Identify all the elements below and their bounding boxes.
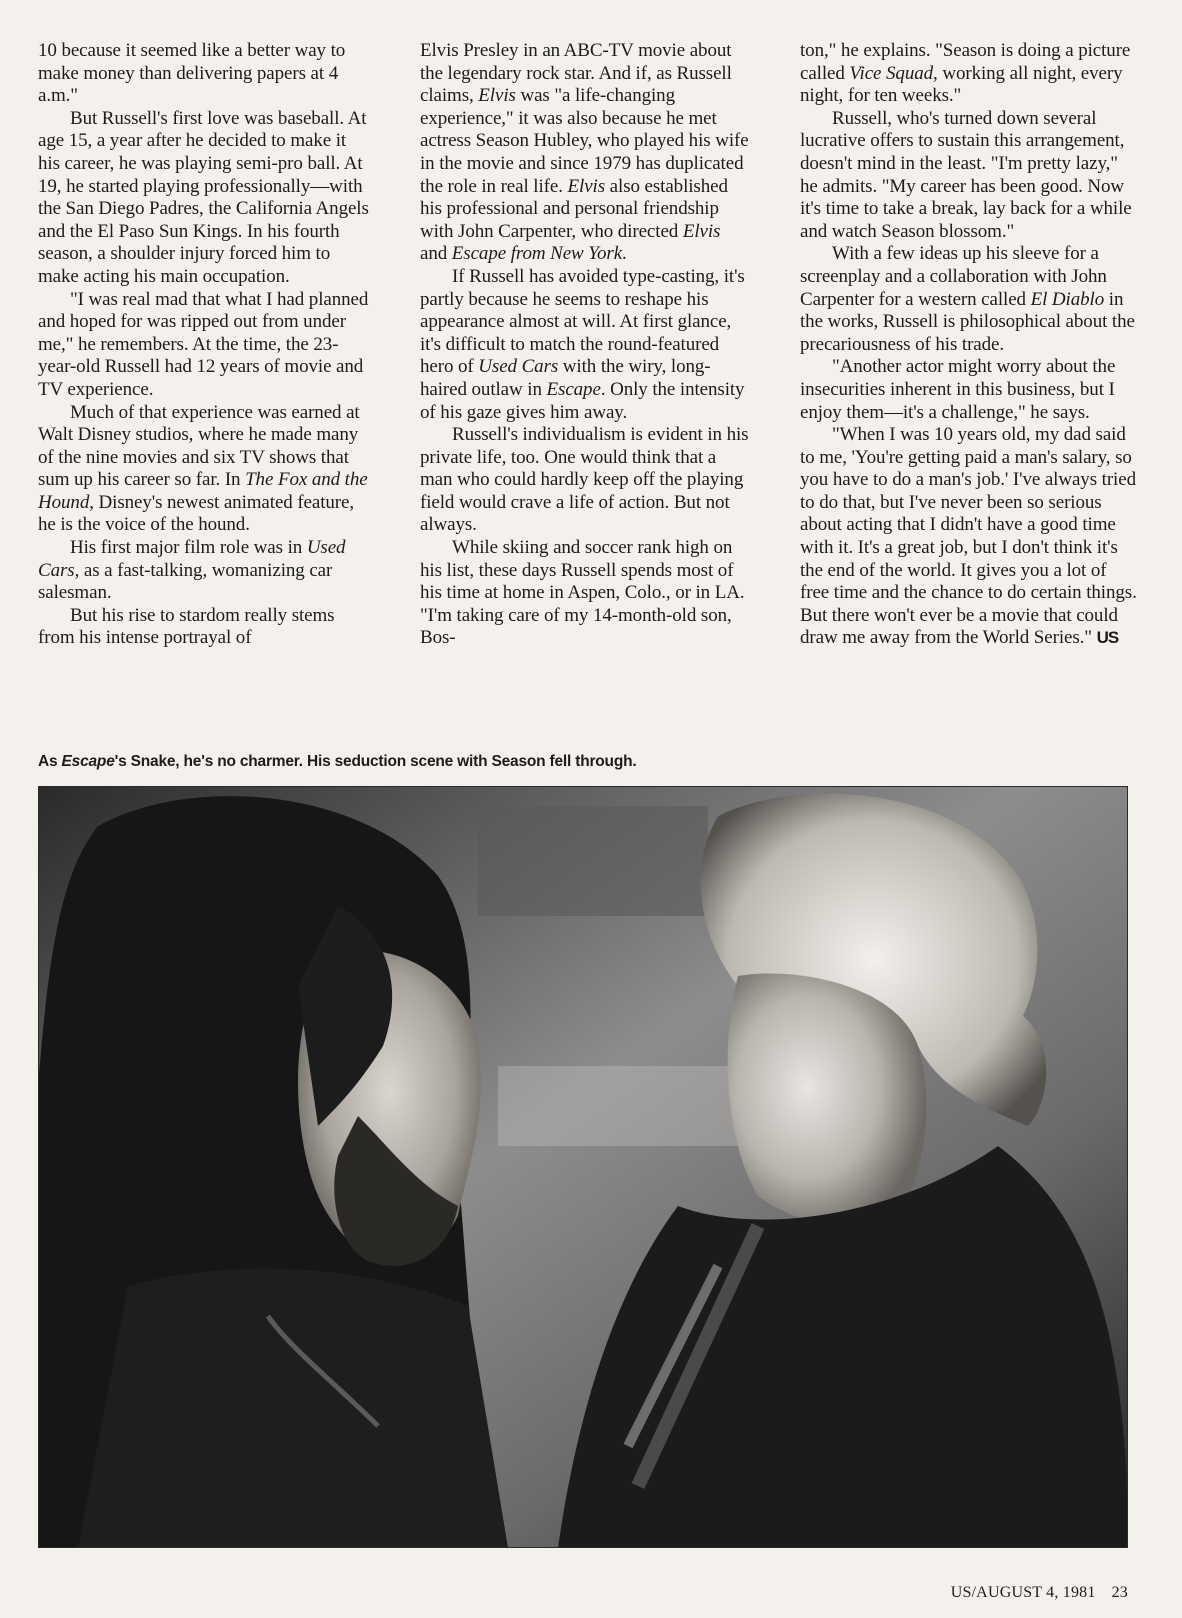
italic-text: Vice Squad,	[849, 62, 938, 84]
text-run: , as a fast-talking, womanizing car salesman.	[38, 559, 333, 604]
text-run: also established his professional and personal friendship with John Carpenter, who directed	[420, 175, 728, 242]
italic-text: El Diablo	[1030, 288, 1105, 310]
italic-text: Elvis	[567, 175, 606, 197]
italic-text: Used Cars	[478, 356, 559, 378]
paragraph	[38, 289, 370, 402]
text-run: Elvis Presley in an ABC-TV movie about the legendary rock star. And if, as Russell claims,	[420, 40, 732, 107]
text-run: Much of that experience was earned at Walt Disney studios, where he made many of the nine movies and six TV shows that sum up his career so far. In	[38, 401, 360, 491]
text-run: with the wiry, long-haired outlaw in	[420, 356, 711, 400]
paragraph	[38, 605, 370, 650]
article-column-3	[800, 40, 1140, 650]
text-run: was "a life-changing experience," it was also because he met actress Season Hubley, who played his wife in the movie and since 1979 has duplicated the role in real life.	[420, 85, 749, 197]
text-run: .	[622, 243, 627, 265]
text-run: "Another actor might worry about the insecurities inherent in this business, but I enjoy them—it's a challenge," he says.	[800, 356, 1116, 423]
text-run: . Only the intensity of his gaze gives him away.	[420, 378, 745, 423]
text-run: But his rise to stardom really stems from his intense portrayal of	[38, 604, 335, 649]
paragraph	[38, 108, 370, 289]
paragraph	[420, 266, 752, 424]
text-run: , Disney's newest animated feature, he is the voice of the hound.	[38, 491, 355, 536]
text-run: "I was real mad that what I had planned and hoped for was ripped out from under me," he remembers. At the time, the 23-year-old Russell had 12 years of movie and TV experience.	[38, 288, 369, 400]
paragraph	[420, 40, 752, 266]
text-run: and	[420, 243, 452, 265]
paragraph	[800, 40, 1140, 108]
page-number: 23	[1111, 1584, 1128, 1601]
paragraph	[800, 424, 1140, 650]
paragraph	[800, 356, 1140, 424]
text-run: ton," he explains. "Season is doing a picture called	[800, 40, 1131, 84]
film-still-illustration	[38, 786, 1128, 1548]
article-column-1	[38, 40, 370, 650]
film-still-photo	[38, 786, 1128, 1548]
italic-text: Escape	[61, 753, 115, 770]
text-run: With a few ideas up his sleeve for a screenplay and a collaboration with John Carpenter for a western called	[800, 243, 1107, 310]
italic-text: Escape from New York	[451, 243, 623, 265]
text-run: While skiing and soccer rank high on his list, these days Russell spends most of his time at home in Aspen, Colo., or in LA. "I'm taking care of my 14-month-old son, Bos-	[420, 537, 745, 649]
text-run: "When I was 10 years old, my dad said to me, 'You're getting paid a man's salary, so you have to do a man's job.' I've always tried to do that, but I've never been so serious about acting that I didn't have a good time with it. It's a great job, but I don't think it's the end of the world. It gives you a lot of free time and the chance to do certain things. But there won't ever be a movie that could draw me away from the World Series."	[800, 424, 1137, 649]
italic-text: Elvis	[478, 85, 516, 107]
paragraph	[420, 537, 752, 650]
italic-text: Escape	[546, 378, 601, 400]
paragraph	[800, 243, 1140, 356]
paragraph	[800, 108, 1140, 244]
text-run: If Russell has avoided type-casting, it's partly because he seems to reshape his appearance almost at will. At first glance, it's difficult to match the round-featured hero of	[420, 265, 745, 378]
text-run: His first major film role was in	[70, 537, 307, 559]
text-run: Russell, who's turned down several lucrative offers to sustain this arrangement, doesn't mind in the least. "I'm pretty lazy," he admits. "My career has been good. Now it's time to take a break, lay back for a while and watch Season blossom."	[800, 107, 1132, 242]
text-run: But Russell's first love was baseball. At age 15, a year after he decided to make it his career, he was playing semi-pro ball. At 19, he started playing professionally—with the San Diego Padres, the California Angels and the El Paso Sun Kings. In his fourth season, a shoulder injury forced him to make acting his main occupation.	[38, 107, 369, 287]
paragraph	[38, 537, 370, 605]
text-run: 10 because it seemed like a better way to make money than delivering papers at 4 a.m."	[38, 40, 346, 107]
text-run: 's Snake, he's no charmer. His seduction scene with Season fell through.	[114, 753, 637, 770]
page-footer	[951, 1584, 1128, 1602]
issue-line: US/AUGUST 4, 1981	[950, 1584, 1096, 1601]
end-mark: US	[1096, 628, 1119, 648]
text-run: Russell's individualism is evident in his private life, too. One would think that a man who could hardly keep off the playing field would crave a life of action. But not always.	[420, 424, 749, 536]
paragraph	[38, 40, 370, 108]
text-run: As	[38, 753, 62, 770]
text-run: working all night, every night, for ten weeks."	[800, 62, 1123, 107]
italic-text: The Fox and the Hound	[38, 469, 368, 513]
paragraph	[420, 424, 752, 537]
paragraph	[38, 402, 370, 538]
photo-caption	[38, 753, 778, 771]
article-column-2	[420, 40, 752, 650]
text-run: in the works, Russell is philosophical about the precariousness of his trade.	[800, 288, 1135, 355]
italic-text: Used Cars	[38, 537, 346, 581]
italic-text: Elvis	[682, 220, 721, 242]
